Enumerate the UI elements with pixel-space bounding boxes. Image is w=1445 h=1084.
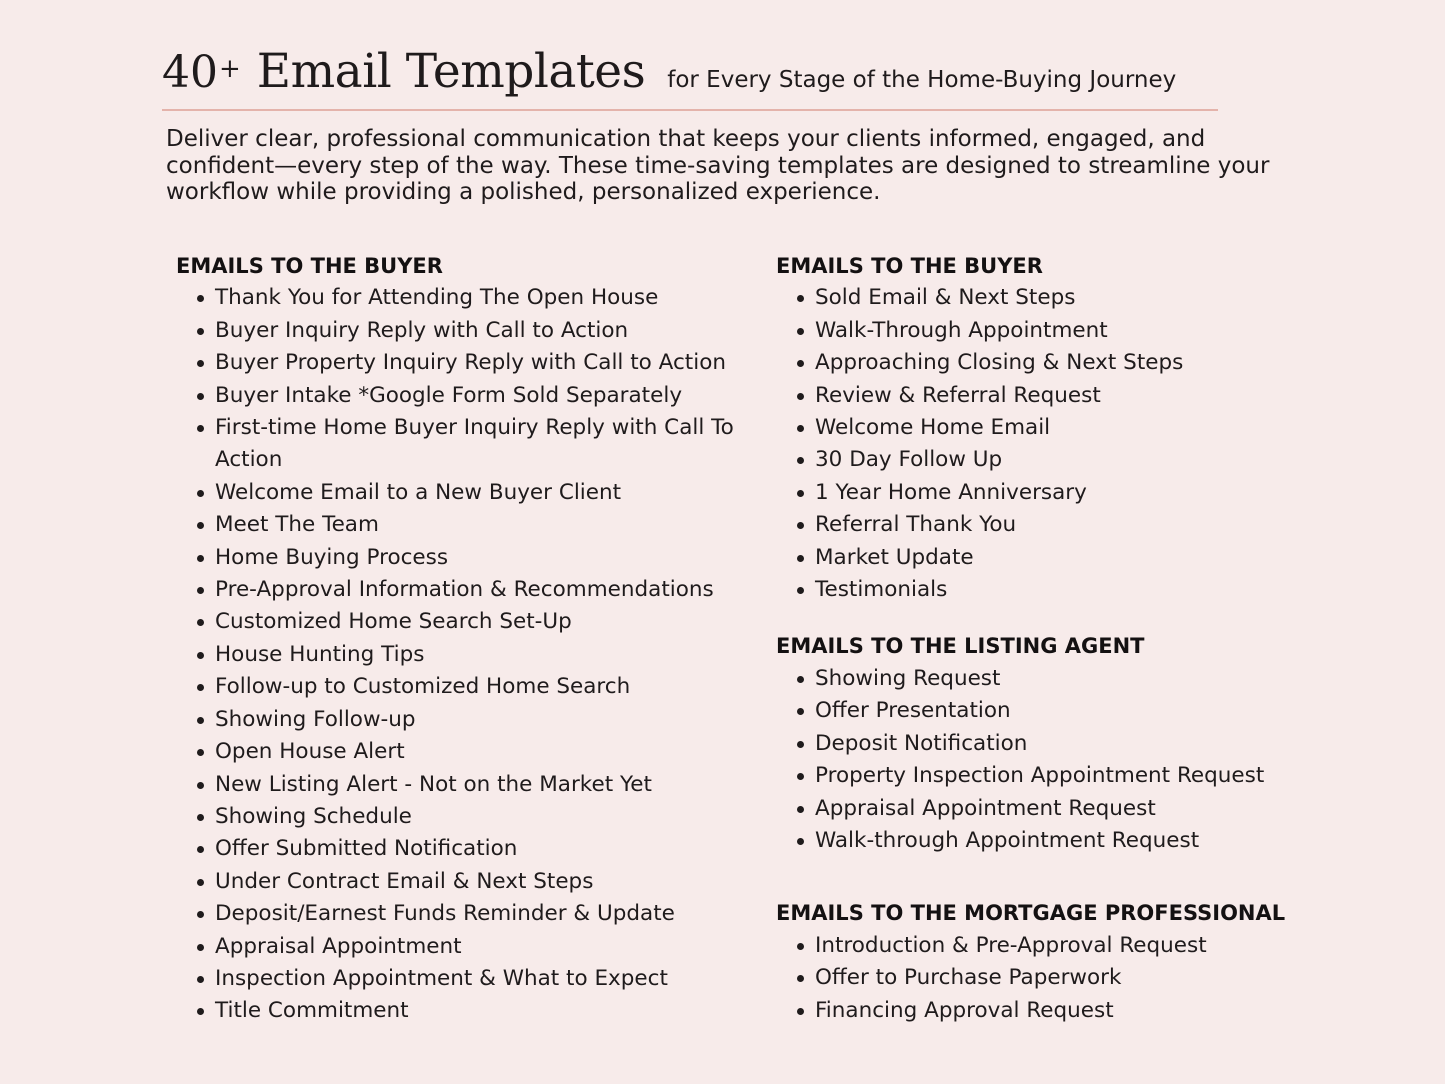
list-item: Testimonials — [776, 574, 1336, 606]
list-item: 1 Year Home Anniversary — [776, 477, 1336, 509]
list-item: Under Contract Email & Next Steps — [176, 866, 746, 898]
left-column — [176, 250, 746, 1028]
section-heading-buyer-after-sale: EMAILS TO THE BUYER — [776, 254, 1043, 278]
list-item: Offer to Purchase Paperwork — [776, 962, 1336, 994]
list-item: Market Update — [776, 542, 1336, 574]
list-item: Showing Follow-up — [176, 704, 746, 736]
list-item: Property Inspection Appointment Request — [776, 760, 1336, 792]
list-item: New Listing Alert - Not on the Market Yet — [176, 769, 746, 801]
page-title — [162, 44, 1176, 99]
list-item: Buyer Intake *Google Form Sold Separately — [176, 380, 746, 412]
title-main: Email Templates — [256, 44, 646, 99]
list-item: Review & Referral Request — [776, 380, 1336, 412]
title-number: 40 — [162, 47, 218, 98]
list-item: Pre-Approval Information & Recommendations — [176, 574, 746, 606]
listing-agent-email-list — [776, 663, 1336, 857]
list-item: Deposit Notification — [776, 728, 1336, 760]
list-item: Showing Schedule — [176, 801, 746, 833]
list-item: Title Commitment — [176, 995, 746, 1027]
list-item: Open House Alert — [176, 736, 746, 768]
list-item: Meet The Team — [176, 509, 746, 541]
list-item: Thank You for Attending The Open House — [176, 282, 746, 314]
list-item: 30 Day Follow Up — [776, 444, 1336, 476]
section-heading-mortgage: EMAILS TO THE MORTGAGE PROFESSIONAL — [776, 901, 1286, 926]
list-item: Sold Email & Next Steps — [776, 282, 1336, 314]
list-item: Buyer Property Inquiry Reply with Call to Action — [176, 347, 746, 379]
section-spacer — [776, 606, 1336, 630]
list-item: Walk-Through Appointment — [776, 315, 1336, 347]
list-item: Welcome Home Email — [776, 412, 1336, 444]
page-subtitle: for Every Stage of the Home-Buying Journey — [667, 67, 1177, 93]
section-heading-buyer: EMAILS TO THE BUYER — [176, 254, 443, 278]
list-item: Offer Submitted Notification — [176, 833, 746, 865]
list-item: Appraisal Appointment Request — [776, 793, 1336, 825]
list-item: Introduction & Pre-Approval Request — [776, 930, 1336, 962]
list-item: Customized Home Search Set-Up — [176, 606, 746, 638]
list-item: Buyer Inquiry Reply with Call to Action — [176, 315, 746, 347]
list-item: Showing Request — [776, 663, 1336, 695]
buyer-followup-email-list — [776, 282, 1336, 606]
title-divider — [162, 109, 1218, 111]
list-item: Appraisal Appointment — [176, 931, 746, 963]
buyer-email-list — [176, 282, 746, 1027]
mortgage-email-list — [776, 930, 1336, 1027]
list-item: Offer Presentation — [776, 695, 1336, 727]
section-spacer — [776, 857, 1336, 897]
list-item: House Hunting Tips — [176, 639, 746, 671]
list-item: Deposit/Earnest Funds Reminder & Update — [176, 898, 746, 930]
section-heading-listing-agent: EMAILS TO THE LISTING AGENT — [776, 634, 1145, 659]
title-plus: + — [219, 54, 241, 84]
list-item: Financing Approval Request — [776, 995, 1336, 1027]
list-item: Inspection Appointment & What to Expect — [176, 963, 746, 995]
list-item: Follow-up to Customized Home Search — [176, 671, 746, 703]
list-item: Referral Thank You — [776, 509, 1336, 541]
list-item: Approaching Closing & Next Steps — [776, 347, 1336, 379]
right-column — [776, 250, 1336, 1027]
list-item: Home Buying Process — [176, 542, 746, 574]
list-item: Welcome Email to a New Buyer Client — [176, 477, 746, 509]
list-item: Walk-through Appointment Request — [776, 825, 1336, 857]
intro-paragraph: Deliver clear, professional communication that keeps your clients informed, engaged, and confident—every step of the way. These time-saving templates are designed to streamline your workflow while providing a polished, personalized experience. — [166, 126, 1270, 205]
list-item: First-time Home Buyer Inquiry Reply with Call To Action — [176, 412, 746, 477]
